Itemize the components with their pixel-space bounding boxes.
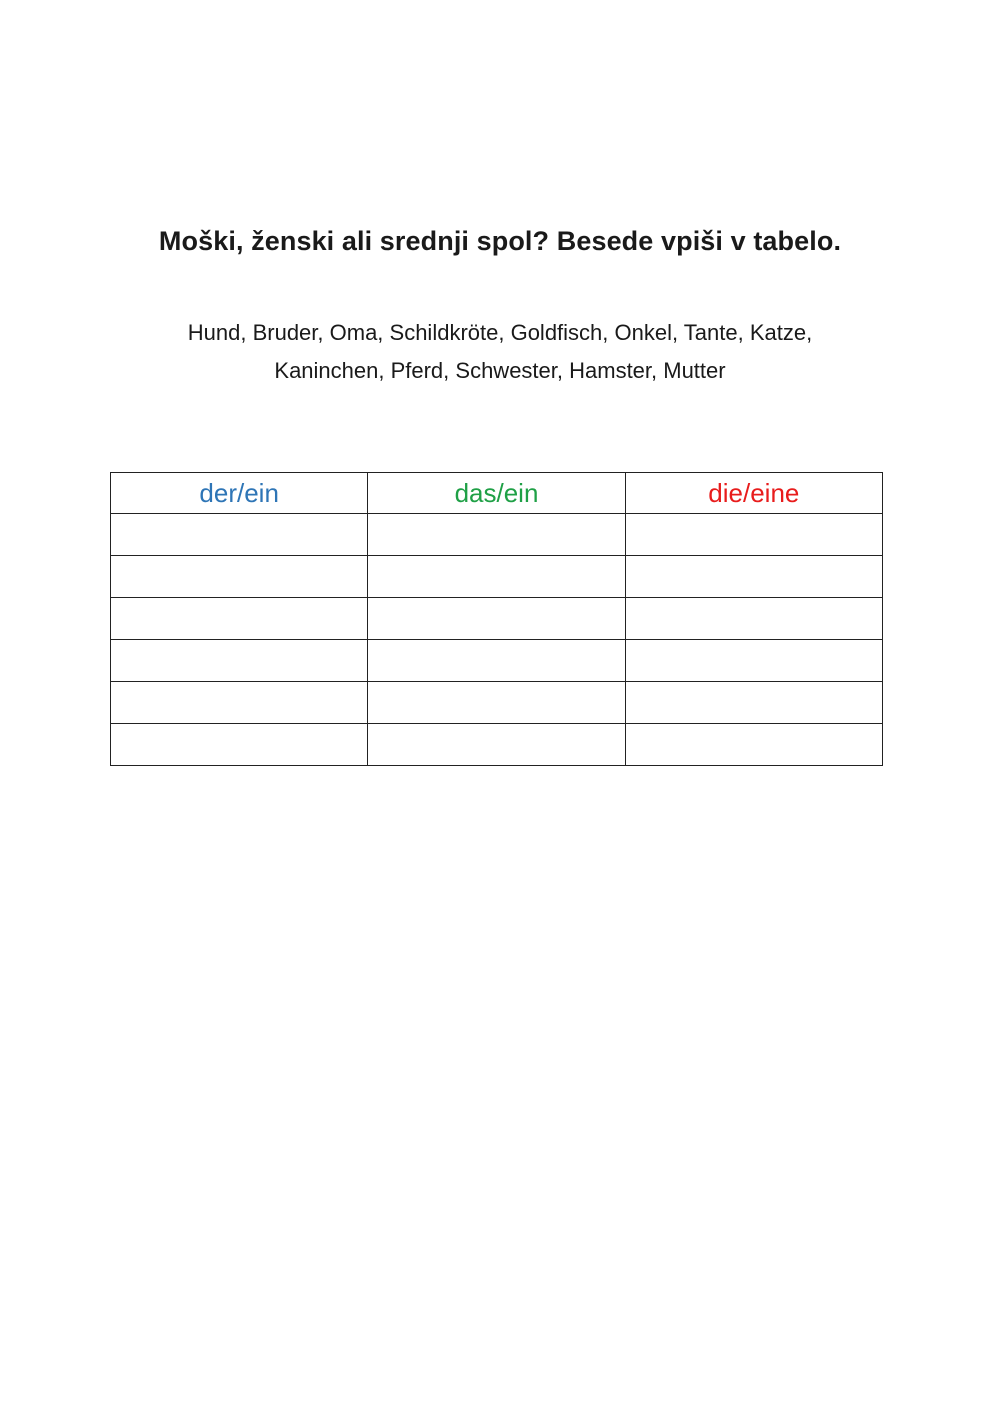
table-cell[interactable]: [368, 598, 625, 640]
table-cell[interactable]: [625, 682, 882, 724]
table-row: [111, 598, 883, 640]
word-bank-line: Kaninchen, Pferd, Schwester, Hamster, Mutter: [274, 358, 726, 383]
header-feminine: die/eine: [625, 473, 882, 514]
table-cell[interactable]: [111, 640, 368, 682]
table-row: [111, 724, 883, 766]
table-header-row: [111, 473, 883, 514]
table-cell[interactable]: [111, 598, 368, 640]
word-bank-line: Hund, Bruder, Oma, Schildkröte, Goldfisch, Onkel, Tante, Katze,: [187, 320, 813, 345]
table-cell[interactable]: [625, 598, 882, 640]
table-cell[interactable]: [625, 514, 882, 556]
table-cell[interactable]: [368, 556, 625, 598]
table-cell[interactable]: [368, 514, 625, 556]
table-cell[interactable]: [625, 556, 882, 598]
table-cell[interactable]: [368, 724, 625, 766]
table-cell[interactable]: [111, 514, 368, 556]
gender-table: [110, 472, 883, 766]
table-row: [111, 640, 883, 682]
word-bank: [0, 314, 1000, 390]
table-cell[interactable]: [368, 640, 625, 682]
table-cell[interactable]: [111, 682, 368, 724]
table-row: [111, 514, 883, 556]
table-cell[interactable]: [368, 682, 625, 724]
page-title: Moški, ženski ali srednji spol? Besede vpiši v tabelo.: [158, 226, 842, 256]
header-neuter: das/ein: [368, 473, 625, 514]
table-cell[interactable]: [625, 724, 882, 766]
table-cell[interactable]: [625, 640, 882, 682]
table-cell[interactable]: [111, 556, 368, 598]
header-masculine: der/ein: [111, 473, 368, 514]
table-cell[interactable]: [111, 724, 368, 766]
table-row: [111, 682, 883, 724]
table-row: [111, 556, 883, 598]
